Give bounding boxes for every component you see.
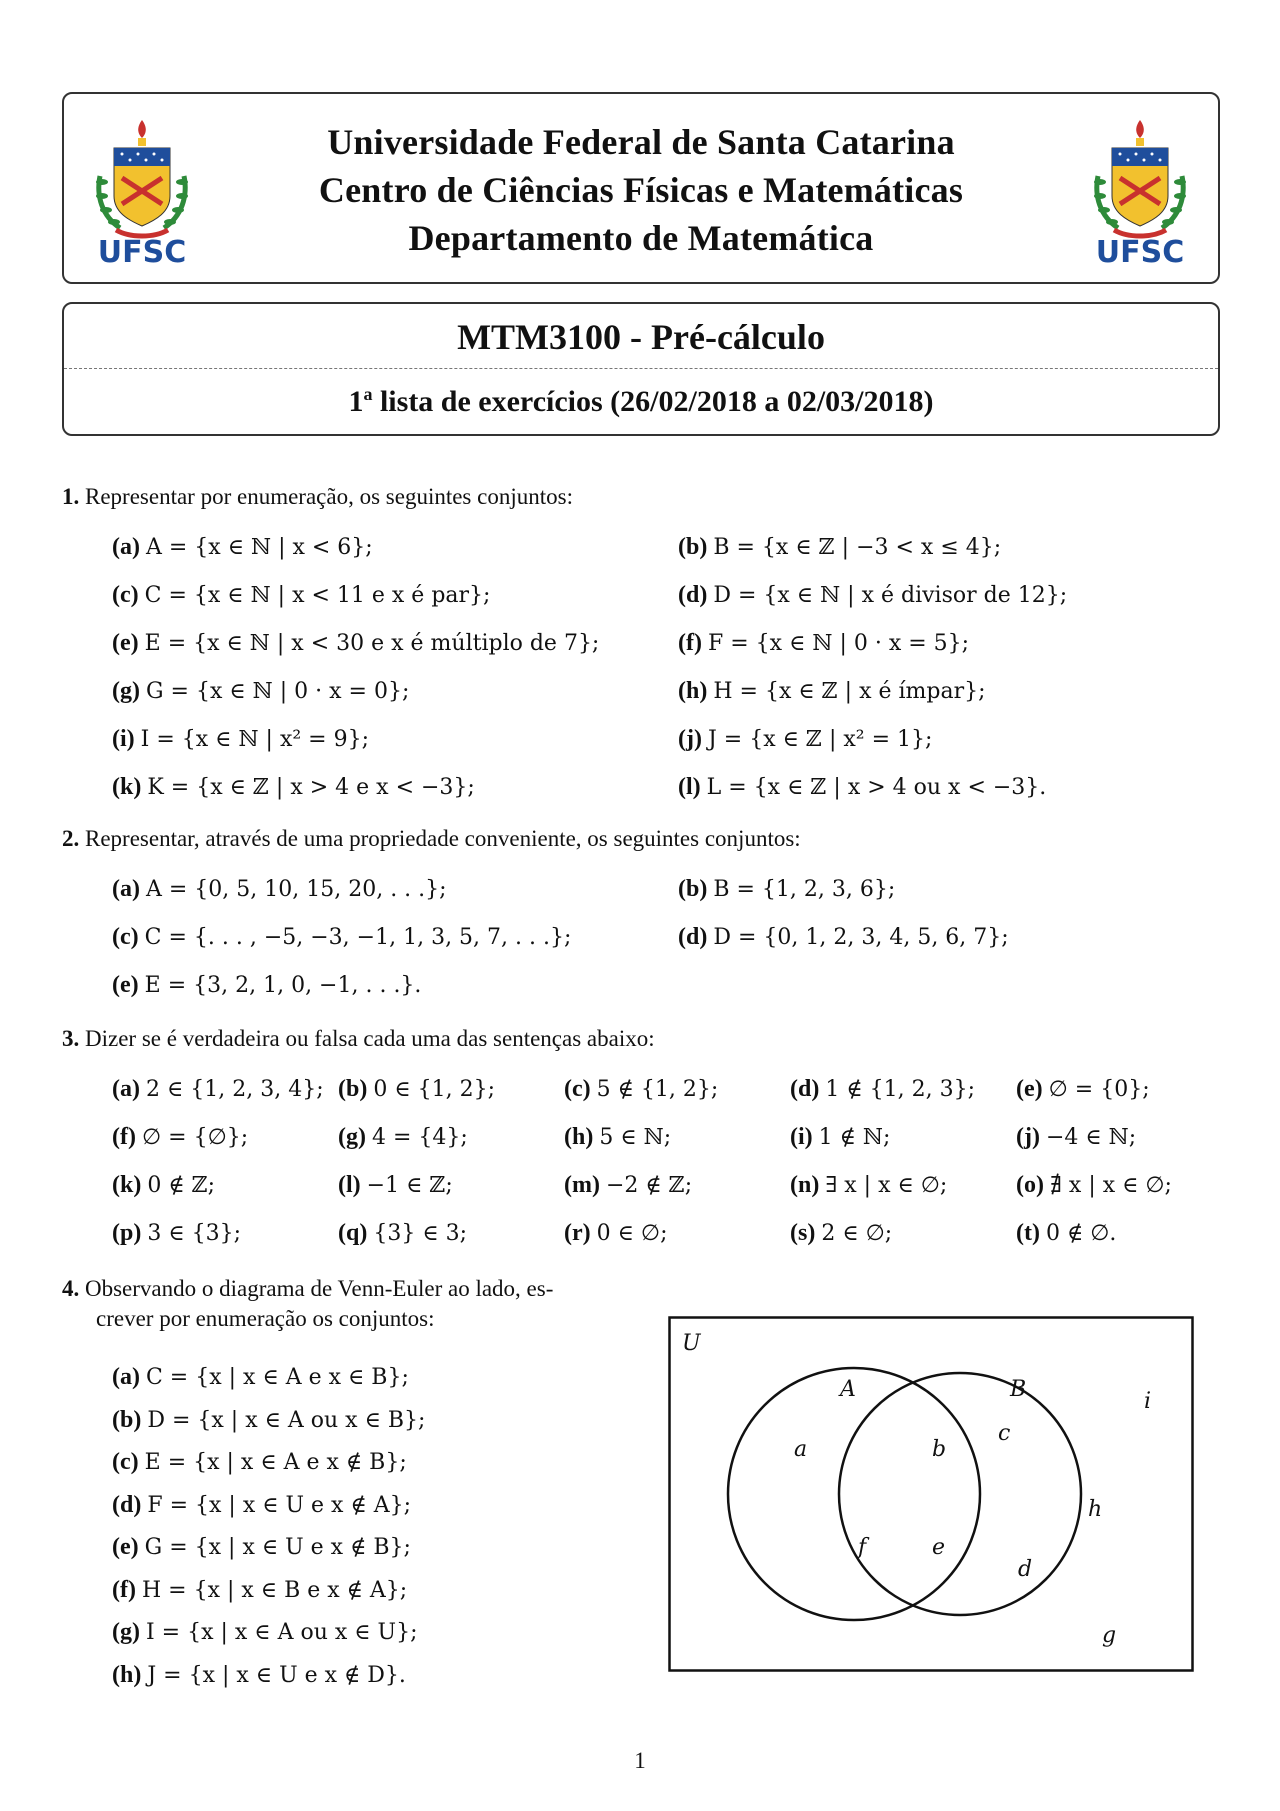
element-e: e	[932, 1535, 946, 1560]
exercise-3-item-expression: 0 ∈ {1, 2};	[373, 1077, 495, 1102]
exercise-3-item	[112, 1220, 241, 1247]
exercise-2-item	[112, 924, 571, 951]
exercise-4-item-expression: G = {x | x ∈ U e x ∉ B};	[144, 1535, 411, 1560]
exercise-1-item	[678, 630, 969, 657]
exercise-3-item-label: (g)	[338, 1124, 366, 1150]
exercise-3-item-label: (m)	[564, 1172, 600, 1198]
exercise-1-statement: 1. Representar por enumeração, os seguintes conjuntos:	[62, 484, 573, 509]
exercise-2-item-label: (d)	[678, 924, 708, 950]
exercise-2-item-expression: A = {0, 5, 10, 15, 20, . . .};	[145, 877, 447, 902]
exercise-1-item-expression: I = {x ∈ ℕ | x² = 9};	[140, 727, 370, 752]
exercise-3-item-label: (e)	[1016, 1076, 1043, 1102]
exercise-3-item	[564, 1220, 668, 1247]
exercise-3-item	[1016, 1076, 1150, 1103]
center-name: Centro de Ciências Físicas e Matemáticas	[318, 170, 964, 210]
exercise-4-item-label: (b)	[112, 1406, 142, 1433]
exercise-1-item-label: (j)	[678, 726, 702, 752]
exercise-1-item	[112, 678, 409, 705]
exercise-1-item-label: (a)	[112, 534, 140, 560]
exercise-1-item	[678, 534, 1001, 561]
exercise-3-item	[564, 1124, 671, 1151]
exercise-1-item	[112, 726, 369, 753]
exercise-3-item-expression: {3} ∈ 3;	[373, 1221, 468, 1246]
exercise-3-item-expression: 0 ∉ ∅.	[1045, 1221, 1117, 1246]
element-i: i	[1144, 1389, 1152, 1414]
exercise-4-item	[112, 1449, 407, 1476]
exercise-3-item	[338, 1076, 495, 1103]
exercise-1-item-expression: K = {x ∈ ℤ | x > 4 e x < −3};	[147, 775, 475, 800]
set-a-label: A	[840, 1377, 856, 1402]
exercise-3-item-expression: ∅ = {0};	[1048, 1077, 1150, 1102]
exercise-1-item-label: (k)	[112, 774, 142, 800]
exercise-1-item	[678, 678, 986, 705]
exercise-4-item-label: (f)	[112, 1576, 136, 1603]
exercise-3-item-label: (q)	[338, 1220, 368, 1246]
exercise-4-item-expression: H = {x | x ∈ B e x ∉ A};	[141, 1577, 408, 1603]
set-a-circle	[728, 1368, 980, 1620]
exercise-3-item-label: (a)	[112, 1076, 140, 1102]
exercise-3-item	[790, 1172, 947, 1199]
exercise-3-item-label: (t)	[1016, 1220, 1040, 1246]
element-c: c	[998, 1421, 1011, 1446]
exercise-3-item	[1016, 1124, 1136, 1151]
exercise-4-item-expression: I = {x | x ∈ A ou x ∈ U};	[145, 1620, 418, 1645]
title-box	[62, 302, 1220, 436]
exercise-4-item-expression: C = {x | x ∈ A e x ∈ B};	[145, 1365, 409, 1390]
exercise-3-item-expression: ∄ x | x ∈ ∅;	[1049, 1173, 1172, 1198]
exercise-3-item-expression: 2 ∈ {1, 2, 3, 4};	[145, 1077, 324, 1102]
exercise-3-item-label: (b)	[338, 1076, 368, 1102]
exercise-4-item-expression: D = {x | x ∈ A ou x ∈ B};	[147, 1407, 426, 1433]
exercise-1-item-expression: L = {x ∈ ℤ | x > 4 ou x < −3}.	[706, 775, 1047, 800]
exercise-3-item-label: (k)	[112, 1172, 142, 1198]
exercise-3-item	[338, 1124, 468, 1151]
exercise-1-item-expression: H = {x ∈ ℤ | x é ímpar};	[713, 679, 986, 704]
exercise-2-item-expression: D = {0, 1, 2, 3, 4, 5, 6, 7};	[713, 925, 1009, 950]
exercise-3-item	[790, 1220, 892, 1247]
exercise-1-item-label: (d)	[678, 582, 708, 608]
universe-rectangle	[670, 1318, 1193, 1671]
exercise-3-item-label: (r)	[564, 1220, 591, 1246]
exercise-3-item	[112, 1172, 215, 1199]
exercise-4-item	[112, 1407, 425, 1434]
dashed-divider	[64, 368, 1218, 369]
exercise-3-item	[338, 1220, 467, 1247]
exercise-4-item-expression: J = {x | x ∈ U e x ∉ D}.	[147, 1662, 406, 1688]
header-box	[62, 92, 1220, 284]
exercise-1-item-expression: D = {x ∈ ℕ | x é divisor de 12};	[713, 583, 1068, 608]
exercise-1-item-label: (l)	[678, 774, 701, 800]
exercise-4-item	[112, 1492, 411, 1519]
exercise-3-item	[564, 1076, 718, 1103]
element-h: h	[1088, 1497, 1103, 1522]
exercise-4-statement-cont: crever por enumeração os conjuntos:	[96, 1306, 435, 1331]
exercise-1-item-label: (i)	[112, 726, 135, 752]
exercise-3-item	[338, 1172, 453, 1199]
exercise-2-item	[112, 876, 447, 903]
exercise-1-item-expression: B = {x ∈ ℤ | −3 < x ≤ 4};	[713, 535, 1002, 560]
set-b-circle	[839, 1373, 1081, 1615]
exercise-3-item-expression: ∅ = {∅};	[141, 1125, 249, 1150]
element-g: g	[1102, 1623, 1117, 1648]
svg-text:UFSC: UFSC	[1095, 235, 1185, 266]
exercise-2-item-label: (b)	[678, 876, 708, 902]
exercise-4-item-label: (c)	[112, 1449, 139, 1475]
venn-euler-diagram	[668, 1316, 1194, 1672]
ufsc-logo-left	[86, 116, 198, 266]
set-b-label: B	[1010, 1377, 1027, 1402]
exercise-4-item	[112, 1662, 406, 1689]
exercise-2-item-expression: B = {1, 2, 3, 6};	[713, 877, 896, 902]
exercise-1-item-expression: F = {x ∈ ℕ | 0 · x = 5};	[707, 631, 970, 656]
exercise-2-item-label: (a)	[112, 876, 140, 902]
exercise-1-item	[112, 534, 373, 561]
exercise-3-item-expression: 0 ∈ ∅;	[596, 1221, 668, 1246]
exercise-3-item-label: (s)	[790, 1220, 816, 1246]
exercise-4-item	[112, 1577, 407, 1604]
element-f: f	[858, 1535, 867, 1560]
exercise-3-item-label: (f)	[112, 1124, 136, 1150]
institution-names	[204, 118, 1078, 262]
exercise-1-item	[112, 774, 475, 801]
exercise-3-item-label: (p)	[112, 1220, 142, 1246]
ufsc-logo-right	[1084, 116, 1196, 266]
exercise-3-item-label: (n)	[790, 1172, 820, 1198]
exercise-1-item-label: (f)	[678, 630, 702, 656]
exercise-2-statement: 2. Representar, através de uma propriedade conveniente, os seguintes conjuntos:	[62, 826, 801, 851]
exercise-3-item-expression: 3 ∈ {3};	[147, 1221, 242, 1246]
exercise-1-item-label: (c)	[112, 582, 139, 608]
exercise-4-item	[112, 1364, 409, 1391]
exercise-3-item-label: (i)	[790, 1124, 813, 1150]
exercise-2-item-label: (c)	[112, 924, 139, 950]
exercise-3-item	[1016, 1220, 1116, 1247]
exercise-3-item-expression: 2 ∈ ∅;	[821, 1221, 893, 1246]
exercise-1-item-expression: C = {x ∈ ℕ | x < 11 e x é par};	[144, 583, 491, 608]
exercise-3-item	[112, 1076, 324, 1103]
department-name: Departamento de Matemática	[408, 218, 874, 258]
exercise-3-item-label: (j)	[1016, 1124, 1040, 1150]
exercise-3-item-label: (o)	[1016, 1172, 1044, 1198]
exercise-3-item-expression: −4 ∈ ℕ;	[1045, 1125, 1137, 1150]
exercise-3-item-label: (l)	[338, 1172, 361, 1198]
exercise-4-statement: 4. Observando o diagrama de Venn-Euler ao lado, es-	[62, 1276, 554, 1301]
exercise-1-item	[112, 582, 490, 609]
course-title: MTM3100 - Pré-cálculo	[457, 317, 825, 357]
exercise-4-item-label: (h)	[112, 1661, 142, 1688]
exercise-1-item-label: (h)	[678, 678, 708, 704]
exercise-3-item-expression: −2 ∉ ℤ;	[605, 1173, 693, 1198]
exercise-3-item-expression: 1 ∉ ℕ;	[818, 1125, 891, 1150]
exercise-1-item	[678, 726, 932, 753]
exercise-1-item-expression: J = {x ∈ ℤ | x² = 1};	[707, 727, 933, 752]
exercise-3-item-label: (c)	[564, 1076, 591, 1102]
exercise-4-item-expression: E = {x | x ∈ A e x ∉ B};	[144, 1450, 407, 1475]
exercise-1-item-label: (e)	[112, 630, 139, 656]
exercise-3-item-expression: 4 = {4};	[371, 1125, 468, 1150]
exercise-3-item	[790, 1076, 975, 1103]
exercise-1-item	[112, 630, 599, 657]
exercise-4-item	[112, 1534, 411, 1561]
exercise-3-item-expression: −1 ∈ ℤ;	[366, 1173, 453, 1198]
exercise-1-item	[678, 582, 1067, 609]
element-b: b	[932, 1437, 947, 1462]
exercise-3-item-expression: 5 ∉ {1, 2};	[596, 1077, 719, 1102]
exercise-3-item-expression: ∃ x | x ∈ ∅;	[825, 1173, 948, 1198]
exercise-1-item-label: (g)	[112, 678, 140, 704]
element-d: d	[1018, 1557, 1033, 1582]
exercise-3-item	[790, 1124, 890, 1151]
exercise-2-item	[678, 876, 895, 903]
exercise-1-item-label: (b)	[678, 534, 708, 560]
exercise-4-item	[112, 1619, 418, 1646]
exercise-3-item-expression: 1 ∉ {1, 2, 3};	[825, 1077, 975, 1102]
svg-text:UFSC: UFSC	[97, 235, 187, 266]
exercise-4-item-label: (g)	[112, 1619, 140, 1645]
exercise-1-item-expression: G = {x ∈ ℕ | 0 · x = 0};	[145, 679, 410, 704]
exercise-2-item	[678, 924, 1009, 951]
exercise-2-item	[112, 972, 421, 999]
exercise-1-item	[678, 774, 1046, 801]
exercise-4-item-label: (a)	[112, 1364, 140, 1390]
exercise-3-item-label: (h)	[564, 1124, 594, 1150]
exercise-3-item-expression: 5 ∈ ℕ;	[599, 1125, 672, 1150]
exercise-4-item-label: (e)	[112, 1534, 139, 1560]
exercise-3-statement: 3. Dizer se é verdadeira ou falsa cada uma das sentenças abaixo:	[62, 1026, 655, 1051]
exercise-3-item	[1016, 1172, 1172, 1199]
university-name: Universidade Federal de Santa Catarina	[327, 122, 955, 162]
exercise-2-item-expression: C = {. . . , −5, −3, −1, 1, 3, 5, 7, . . .};	[144, 925, 572, 950]
exercise-1-item-expression: A = {x ∈ ℕ | x < 6};	[145, 535, 373, 560]
exercise-4-item-expression: F = {x | x ∈ U e x ∉ A};	[147, 1492, 412, 1518]
element-a: a	[794, 1437, 808, 1462]
exercise-3-item	[112, 1124, 248, 1151]
list-title: 1$^a$ lista de exercícios (26/02/2018 a 02/03/2018)	[348, 384, 934, 418]
exercise-3-item-expression: 0 ∉ ℤ;	[147, 1173, 216, 1198]
exercise-1-item-expression: E = {x ∈ ℕ | x < 30 e x é múltiplo de 7};	[144, 631, 600, 656]
page-number: 1	[634, 1748, 646, 1773]
exercise-2-item-expression: E = {3, 2, 1, 0, −1, . . .}.	[144, 973, 422, 998]
exercise-3-item-label: (d)	[790, 1076, 820, 1102]
exercise-4-item-label: (d)	[112, 1491, 142, 1518]
universe-label: U	[682, 1331, 701, 1356]
exercise-3-item	[564, 1172, 692, 1199]
exercise-2-item-label: (e)	[112, 972, 139, 998]
